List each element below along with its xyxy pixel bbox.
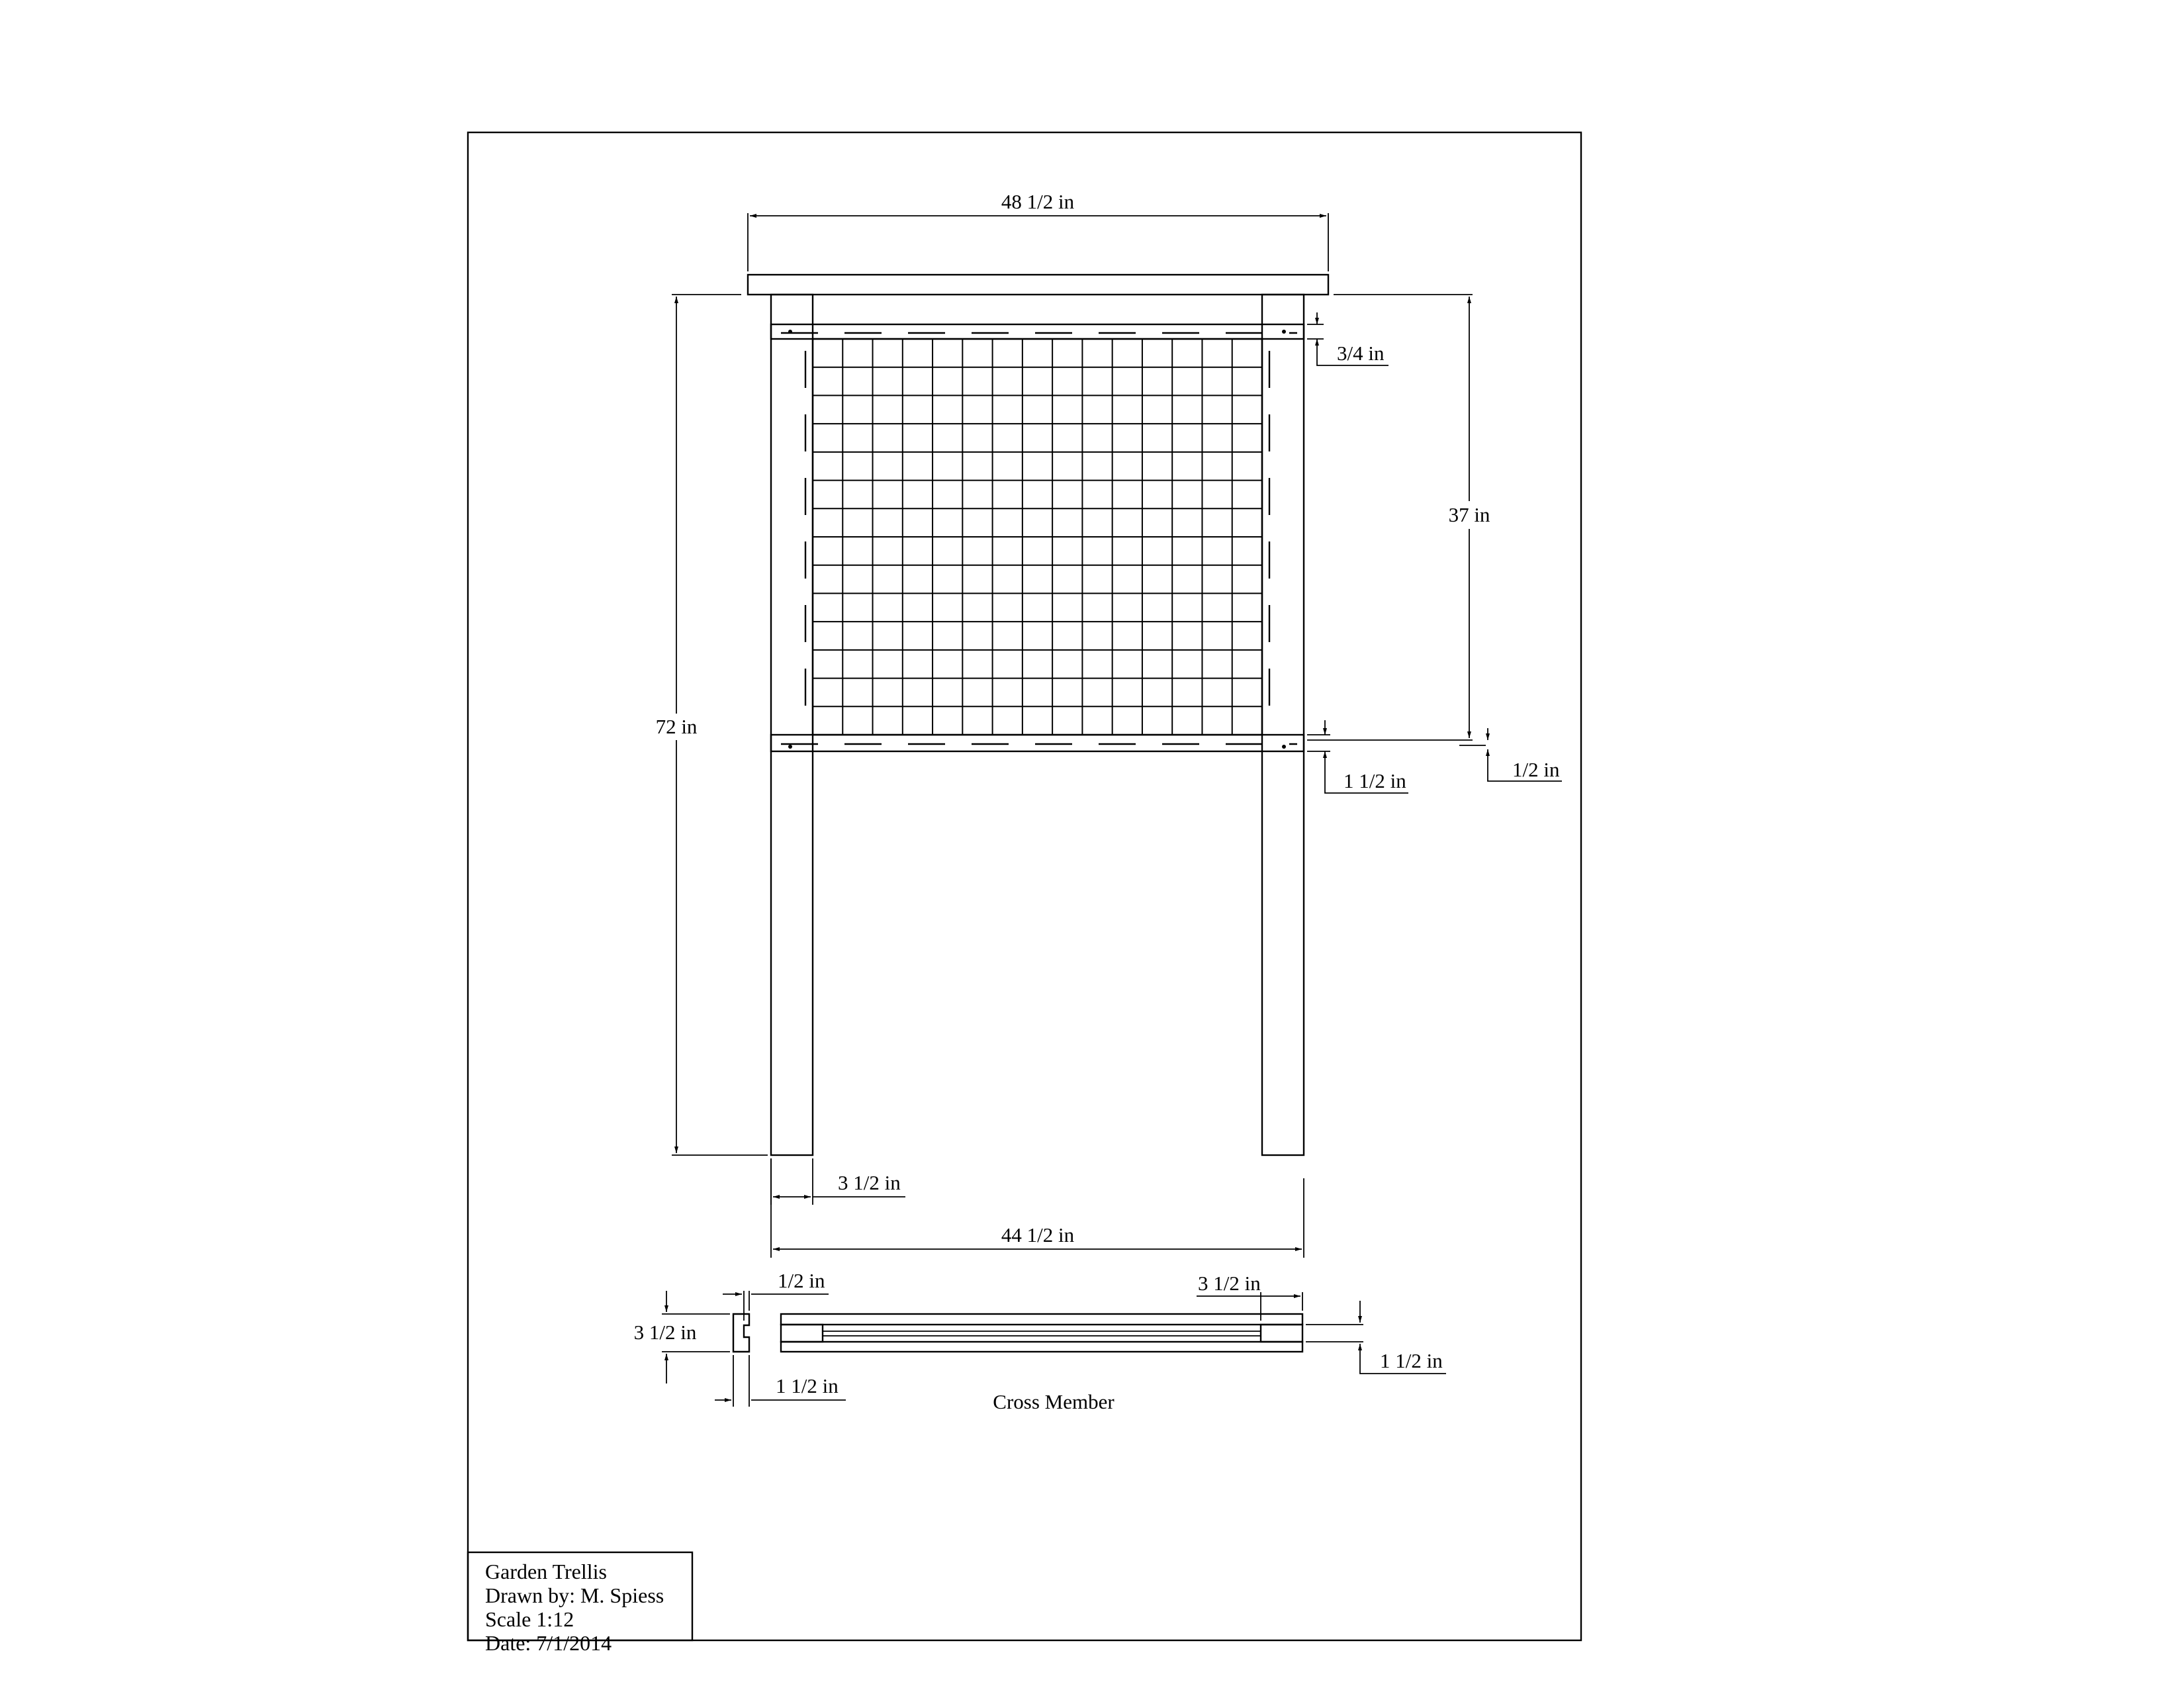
cm-end-thickness-label: 1 1/2 in	[1380, 1349, 1443, 1372]
dim-rail-offset-label: 3/4 in	[1337, 342, 1385, 365]
title-block-date: Date: 7/1/2014	[485, 1631, 612, 1655]
dim-rail-thickness	[1307, 720, 1408, 793]
dim-post-width-label: 3 1/2 in	[838, 1171, 901, 1194]
dim-base-width-label: 44 1/2 in	[1001, 1223, 1075, 1246]
wire-mesh	[813, 339, 1262, 735]
cross-member-top-rail	[781, 1314, 1302, 1325]
dim-height	[652, 295, 768, 1155]
title-block-scale: Scale 1:12	[485, 1607, 574, 1631]
dim-rail-gap-label: 1/2 in	[1512, 758, 1560, 781]
top-cap	[748, 275, 1328, 295]
dim-top-width-label: 48 1/2 in	[1001, 190, 1075, 213]
front-elevation	[748, 275, 1328, 1155]
cm-end-length-label: 3 1/2 in	[1198, 1272, 1261, 1295]
dim-rail-thickness-label: 1 1/2 in	[1343, 769, 1406, 792]
title-block	[468, 1552, 692, 1655]
cross-member-bottom-rail	[781, 1342, 1302, 1352]
dim-panel-height-label: 37 in	[1448, 503, 1490, 526]
cross-member-end-profile	[733, 1314, 749, 1352]
dim-post-width	[771, 1158, 905, 1205]
cm-thickness-label: 1 1/2 in	[776, 1374, 839, 1397]
cross-member-caption: Cross Member	[993, 1390, 1115, 1413]
cm-slot-width-label: 1/2 in	[778, 1269, 825, 1292]
cross-member-view	[634, 1269, 1446, 1413]
right-post	[1262, 295, 1304, 1155]
dim-height-label: 72 in	[655, 715, 698, 738]
upper-rail	[771, 324, 1304, 339]
dim-panel-height	[1307, 295, 1496, 740]
dim-rail-gap	[1459, 728, 1562, 781]
left-post	[771, 295, 813, 1155]
lower-rail	[771, 735, 1304, 751]
title-block-drawn-by: Drawn by: M. Spiess	[485, 1583, 664, 1607]
sheet-border	[468, 132, 1581, 1640]
dim-rail-offset	[1307, 312, 1388, 365]
cm-depth-label: 3 1/2 in	[633, 1321, 697, 1344]
dim-top-width	[748, 190, 1328, 271]
title-block-title: Garden Trellis	[485, 1560, 607, 1583]
